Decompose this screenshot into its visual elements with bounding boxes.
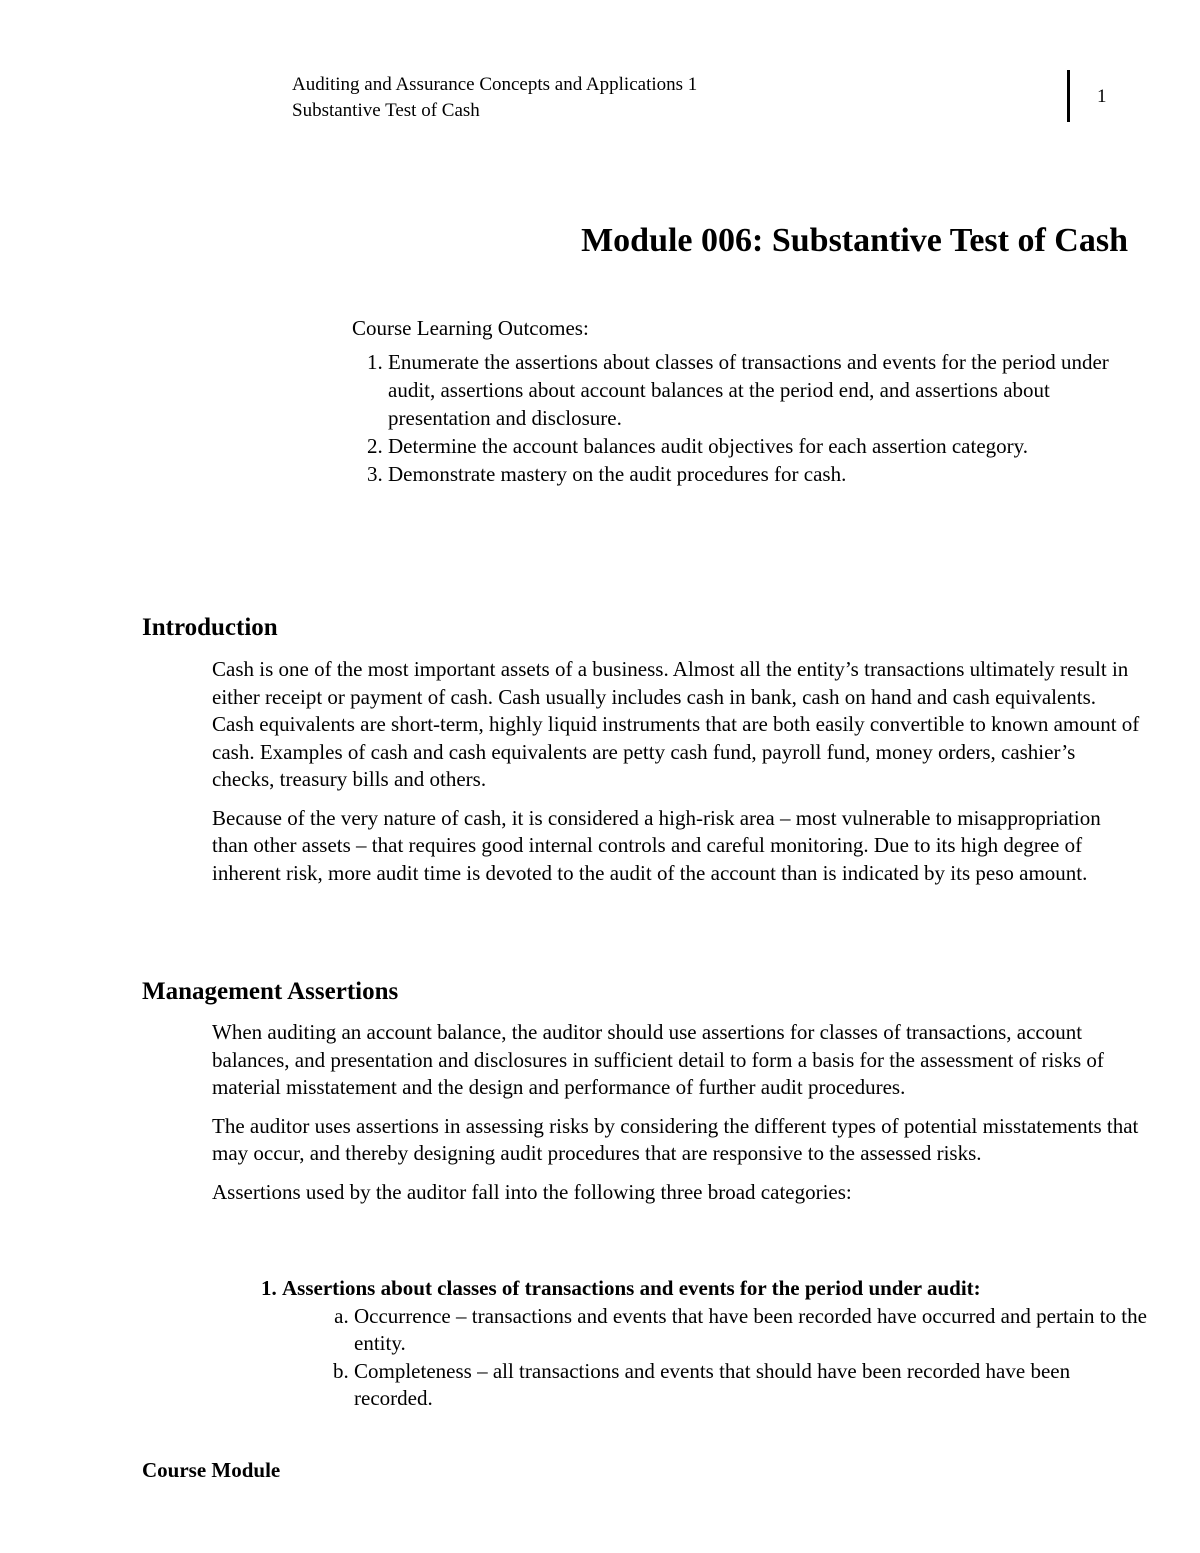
introduction-heading: Introduction xyxy=(142,614,278,641)
assertion-category-title: Assertions about classes of transactions and events for the period under audit: xyxy=(282,1276,981,1300)
assertion-item: b. Completeness – all transactions and events that should have been recorded have been recorded. xyxy=(354,1358,1148,1413)
learning-outcomes-list xyxy=(352,348,1142,488)
assertion-item: a. Occurrence – transactions and events that have been recorded have occurred and pertain to the entity. xyxy=(354,1303,1148,1358)
paragraph: Cash is one of the most important assets of a business. Almost all the entity’s transactions ultimately result in either receipt or payment of cash. Cash usually includes cash in bank, cash on hand and cash equivalents. Cash equivalents are short-term, highly liquid instruments that are both easily convertible to known amount of cash. Examples of cash and cash equivalents are petty cash fund, payroll fund, money orders, cashier’s checks, treasury bills and others. xyxy=(212,657,1140,791)
assertion-categories xyxy=(248,1275,1148,1413)
management-assertions-body xyxy=(212,1019,1142,1217)
paragraph: Assertions used by the auditor fall into the following three broad categories: xyxy=(212,1179,852,1204)
running-header xyxy=(292,72,697,124)
learning-outcome-item: 3. Demonstrate mastery on the audit procedures for cash. xyxy=(388,460,1142,488)
header-course-title: Auditing and Assurance Concepts and Applications 1 xyxy=(292,74,698,95)
assertion-category-list xyxy=(248,1275,1148,1413)
paragraph: The auditor uses assertions in assessing risks by considering the different types of potential misstatements that may occur, and thereby designing audit procedures that are responsive to the assessed risks. xyxy=(212,1113,1139,1165)
assertion-category xyxy=(282,1275,1148,1413)
page-footer: Course Module xyxy=(142,1458,281,1482)
learning-outcomes xyxy=(352,314,1142,488)
module-title: Module 006: Substantive Test of Cash xyxy=(581,222,1128,259)
paragraph: Because of the very nature of cash, it is considered a high-risk area – most vulnerable to misappropriation than other assets – that requires good internal controls and careful monitoring. Due to its high degree of inherent risk, more audit time is devoted to the audit of the account than is indicated by its peso amount. xyxy=(212,805,1101,885)
assertion-sublist xyxy=(282,1303,1148,1413)
introduction-body xyxy=(212,656,1142,898)
learning-outcome-item: 2. Determine the account balances audit objectives for each assertion category. xyxy=(388,432,1142,460)
learning-outcomes-heading: Course Learning Outcomes: xyxy=(352,316,589,340)
header-divider xyxy=(1067,70,1070,122)
management-assertions-heading: Management Assertions xyxy=(142,978,399,1005)
page-number: 1 xyxy=(1097,86,1107,107)
paragraph: When auditing an account balance, the auditor should use assertions for classes of transactions, account balances, and presentation and disclosures in sufficient detail to form a basis for the assessment of risks of material misstatement and the design and performance of further audit procedures. xyxy=(212,1020,1104,1099)
learning-outcome-item: 1. Enumerate the assertions about classes of transactions and events for the period under audit, assertions about account balances at the period end, and assertions about presentation and disclosure. xyxy=(388,348,1142,432)
header-subtitle: Substantive Test of Cash xyxy=(292,100,480,121)
